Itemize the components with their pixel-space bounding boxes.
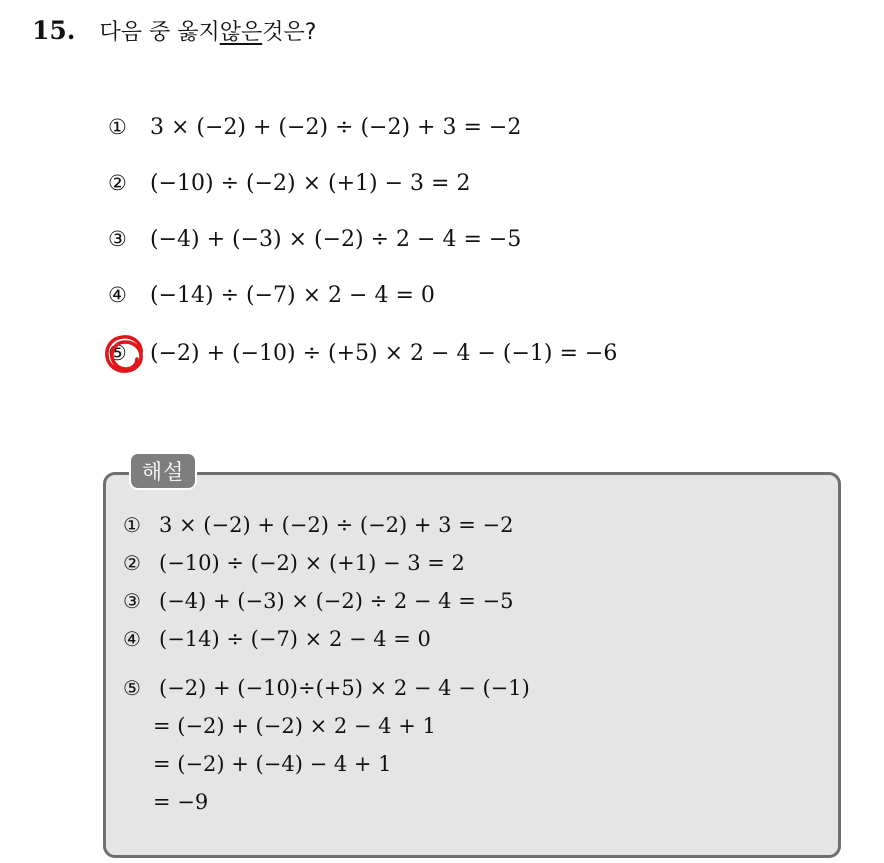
explanation-expression: (−4) + (−3) × (−2) ÷ 2 − 4 = −5: [159, 589, 514, 613]
explanation-expression: (−14) ÷ (−7) × 2 − 4 = 0: [159, 627, 431, 651]
choice-expression: 3 × (−2) + (−2) ÷ (−2) + 3 = −2: [150, 114, 522, 140]
explanation-line-4: [123, 624, 431, 654]
explanation-number: ③: [123, 589, 141, 613]
choice-number: ④: [108, 283, 127, 307]
question-header: [32, 12, 316, 48]
explanation-step-2: = (−2) + (−4) − 4 + 1: [153, 752, 392, 776]
explanation-expression: (−10) ÷ (−2) × (+1) − 3 = 2: [159, 551, 465, 575]
explanation-line-1: [123, 510, 513, 540]
question-text: 다음 중 옳지: [99, 19, 220, 45]
question-emphasis: 않은: [219, 19, 263, 45]
explanation-line-2: [123, 548, 465, 578]
choice-5[interactable]: [108, 336, 617, 370]
choice-number-glyph: ⑤: [108, 341, 127, 365]
explanation-number: ⑤: [123, 676, 141, 700]
explanation-label: 해설: [129, 452, 197, 490]
choice-number: ①: [108, 115, 127, 139]
explanation-number: ②: [123, 551, 141, 575]
choice-3[interactable]: [108, 222, 521, 256]
choice-expression: (−2) + (−10) ÷ (+5) × 2 − 4 − (−1) = −6: [150, 340, 618, 366]
explanation-step-1: = (−2) + (−2) × 2 − 4 + 1: [153, 714, 436, 738]
explanation-expression: 3 × (−2) + (−2) ÷ (−2) + 3 = −2: [159, 513, 514, 537]
choice-number: [108, 341, 150, 365]
explanation-number: ①: [123, 513, 141, 537]
choice-1[interactable]: [108, 110, 521, 144]
explanation-expression: (−2) + (−10)÷(+5) × 2 − 4 − (−1): [159, 676, 530, 700]
explanation-line-3: [123, 586, 513, 616]
choice-expression: (−14) ÷ (−7) × 2 − 4 = 0: [150, 282, 435, 308]
choice-expression: (−4) + (−3) × (−2) ÷ 2 − 4 = −5: [150, 226, 522, 252]
explanation-step-3: = −9: [153, 790, 209, 814]
choice-number: ③: [108, 227, 127, 251]
choice-4[interactable]: [108, 278, 435, 312]
choice-2[interactable]: [108, 166, 470, 200]
question-text-end: 것은?: [262, 19, 317, 45]
question-number: 15.: [32, 15, 76, 45]
choice-expression: (−10) ÷ (−2) × (+1) − 3 = 2: [150, 170, 471, 196]
explanation-line-5: [123, 673, 530, 703]
explanation-number: ④: [123, 627, 141, 651]
choice-number: ②: [108, 171, 127, 195]
